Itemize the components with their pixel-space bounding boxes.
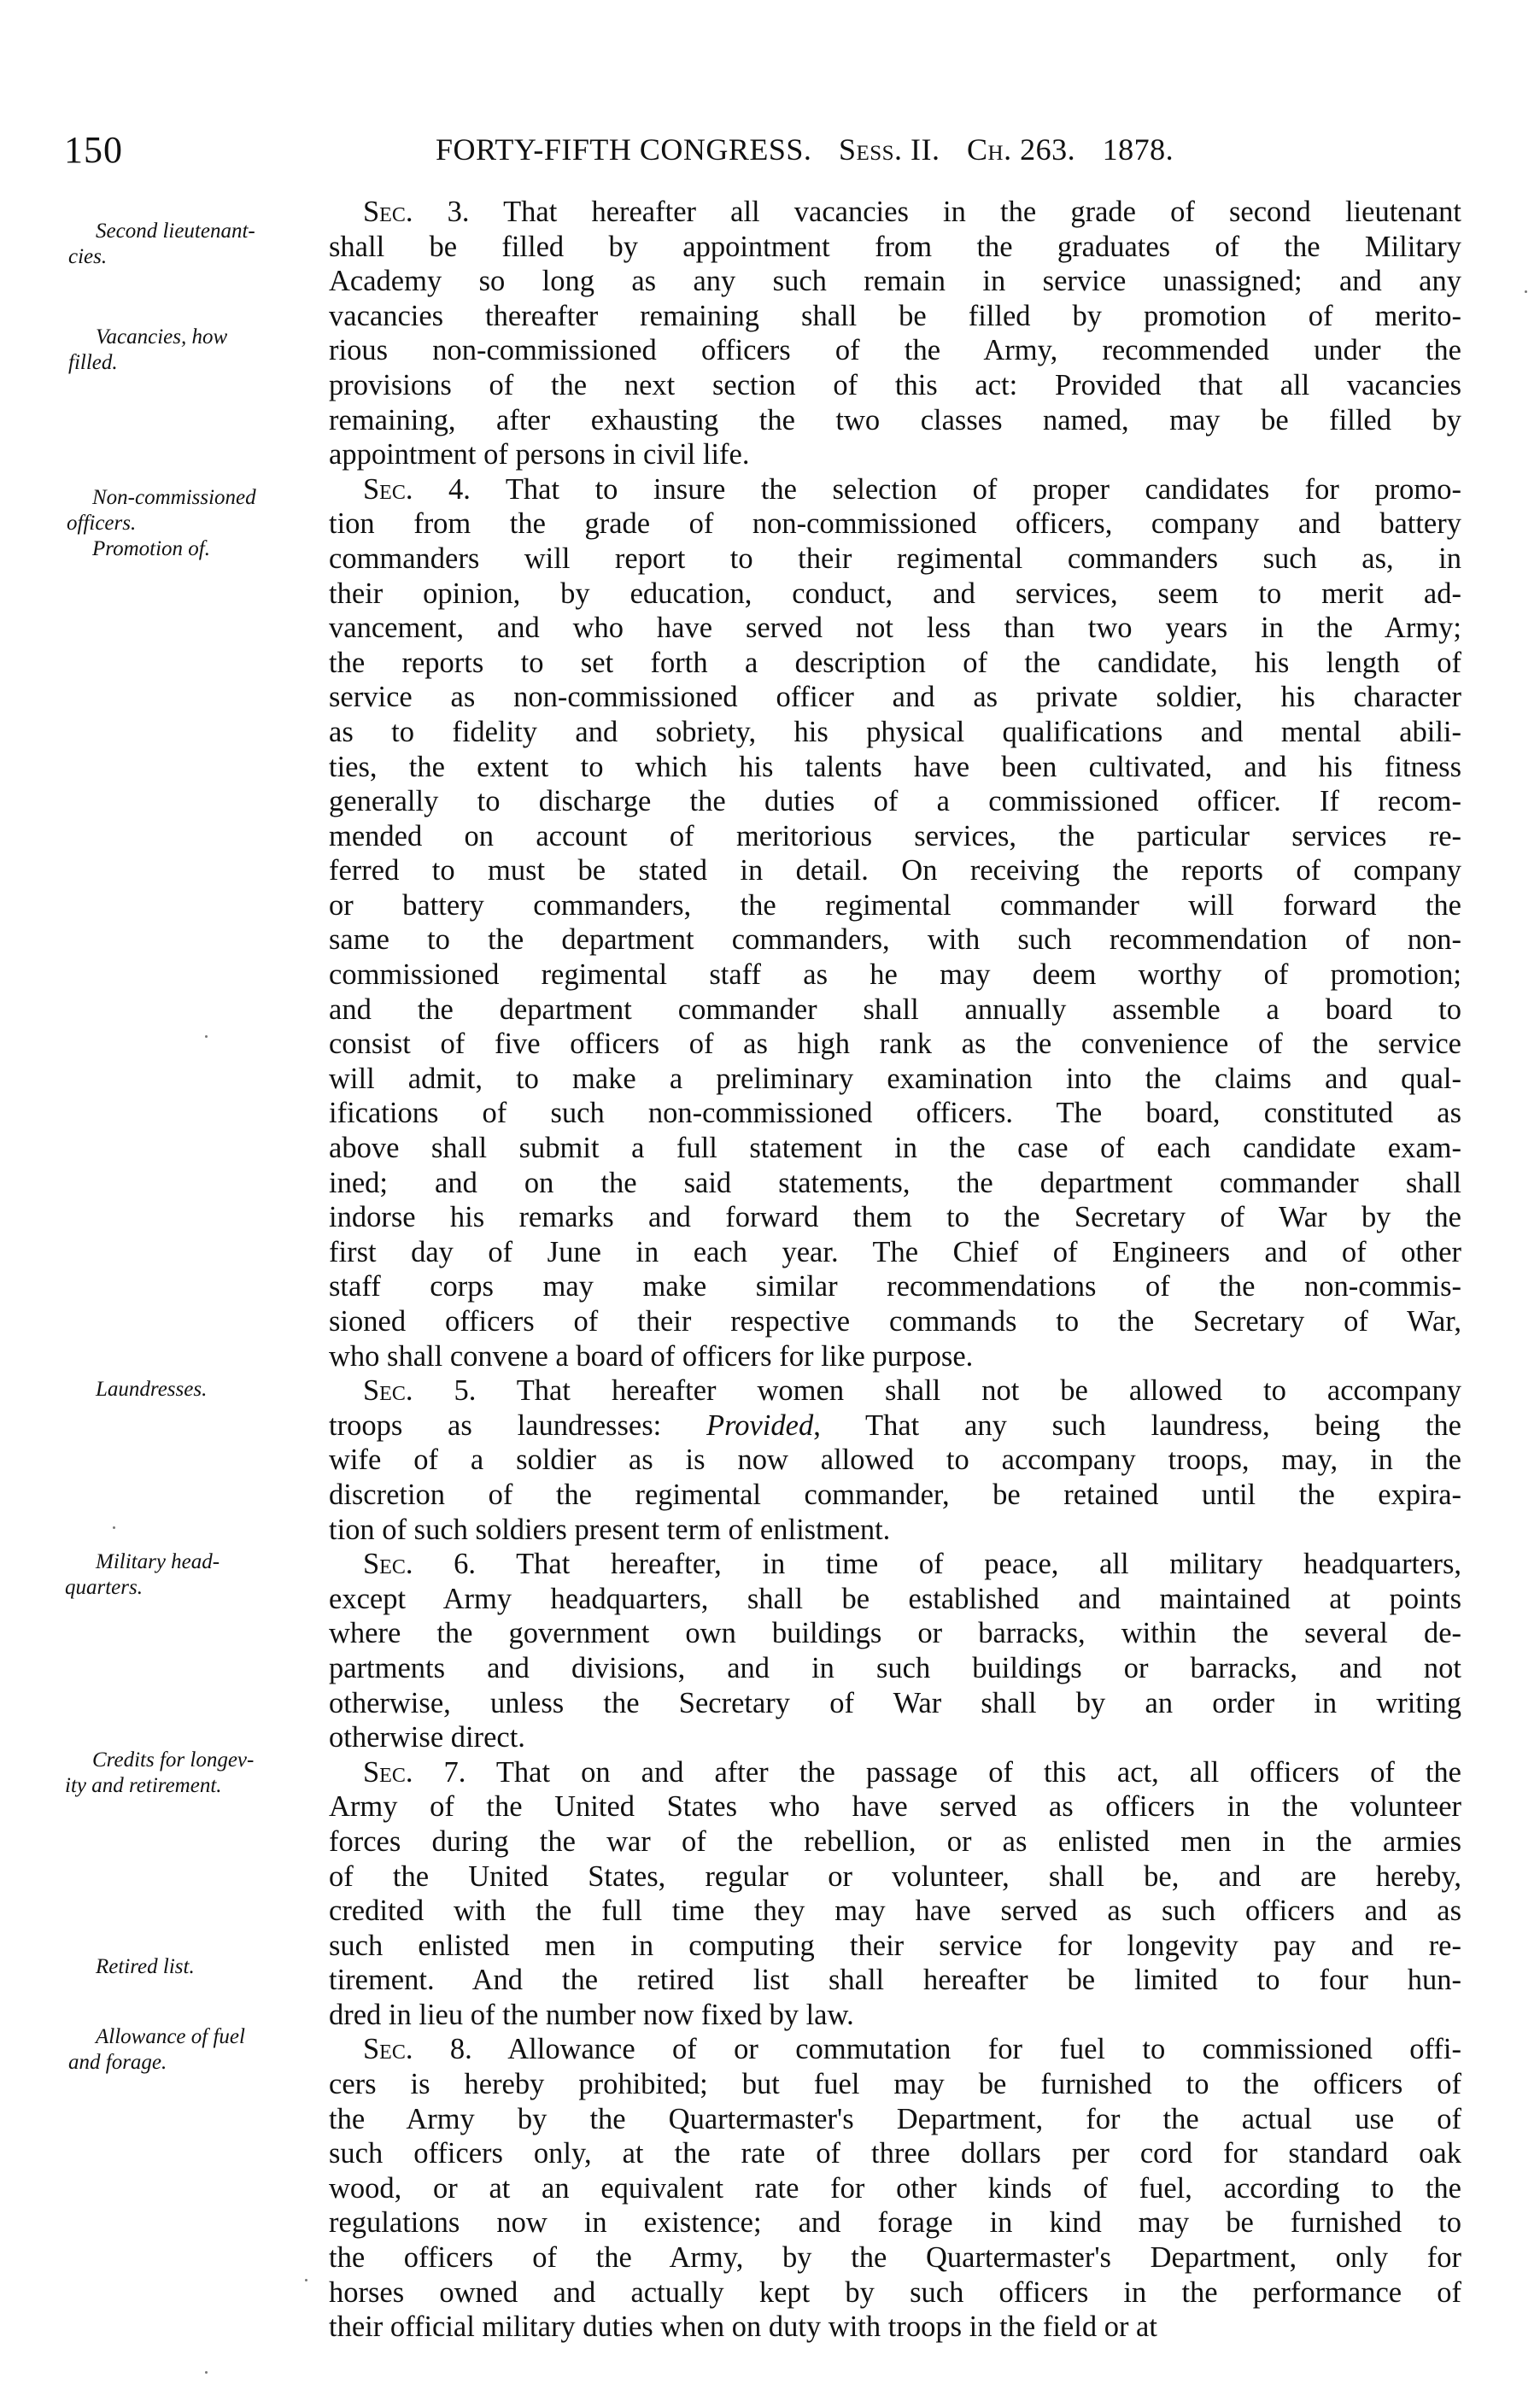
line-text: partments and divisions, and in such buildings or barracks, and not	[329, 1651, 1461, 1684]
year-label: 1878.	[1102, 132, 1174, 167]
line-text: where the government own buildings or barracks, within the several de-	[329, 1617, 1461, 1650]
line-text: service as non-commissioned officer and as private soldier, his character	[329, 681, 1461, 714]
section-line	[329, 2067, 1461, 2102]
line-text: horses owned and actually kept by such officers in the performance of	[329, 2275, 1461, 2309]
line-text: remaining, after exhausting the two classes named, may be filled by	[329, 403, 1461, 436]
line-text: That on and after the passage of this act, all officers of the	[495, 1755, 1461, 1789]
line-text: Allowance of or commutation for fuel to commissioned offi-	[507, 2033, 1461, 2066]
section-line	[329, 1304, 1461, 1339]
line-text: vancement, and who have served not less than two years in the Army;	[329, 612, 1461, 645]
line-text: ifications of such non-commissioned officers. The board, constituted as	[329, 1097, 1461, 1130]
line-text: wood, or at an equivalent rate for other kinds of fuel, according to the	[329, 2171, 1461, 2205]
section-line	[329, 2205, 1461, 2240]
section-line	[329, 1062, 1461, 1097]
section-line	[329, 1651, 1461, 1686]
line-text: shall be filled by appointment from the graduates of the Military	[329, 230, 1461, 263]
section	[329, 1373, 1461, 1547]
margin-note-fuel-forage: Allowance of fuel and forage.	[68, 2025, 245, 2074]
section-line	[329, 715, 1461, 750]
line-text: regulations now in existence; and forage in kind may be furnished to	[329, 2206, 1461, 2240]
section-line	[329, 2136, 1461, 2171]
section-line	[329, 1096, 1461, 1131]
line-text: the reports to set forth a description of the candidate, his length of	[329, 646, 1461, 679]
section-line	[329, 1027, 1461, 1062]
section-line	[329, 1963, 1461, 1998]
section-line	[329, 819, 1461, 854]
section-first-line	[329, 195, 1461, 230]
section-number: Sec. 6.	[363, 1548, 477, 1581]
line-text: their opinion, by education, conduct, and services, seem to merit ad-	[329, 577, 1461, 610]
italic-term: Provided	[706, 1408, 814, 1442]
section-number: Sec. 8.	[363, 2033, 472, 2066]
section-line	[329, 680, 1461, 715]
section-number: Sec. 7.	[363, 1755, 466, 1789]
section-line	[329, 2102, 1461, 2137]
line-text: their official military duties when on duty with troops in the field or at	[329, 2310, 1157, 2344]
section-line	[329, 333, 1461, 368]
section-line	[329, 1929, 1461, 1964]
line-text: staff corps may make similar recommendations of the non-commis-	[329, 1270, 1461, 1303]
line-text: That hereafter, in time of peace, all military headquarters,	[516, 1548, 1461, 1581]
section-line	[329, 437, 1461, 472]
line-text: rious non-commissioned officers of the Army, recommended under the	[329, 334, 1461, 367]
line-text: except Army headquarters, shall be established and maintained at points	[329, 1582, 1461, 1615]
section-line	[329, 2275, 1461, 2310]
section-line	[329, 1998, 1461, 2033]
margin-note-second-lieutenancies: Second lieutenant- cies.	[68, 220, 255, 268]
section-line	[329, 784, 1461, 819]
section	[329, 2032, 1461, 2344]
line-text: who shall convene a board of officers for like purpose.	[329, 1339, 974, 1373]
running-head	[436, 132, 1192, 167]
section-line	[329, 403, 1461, 438]
section-line	[329, 1443, 1461, 1478]
section-first-line	[329, 1755, 1461, 1790]
section-first-line	[329, 1547, 1461, 1582]
section-line	[329, 1408, 1461, 1444]
section-line	[329, 1166, 1461, 1201]
section-line	[329, 264, 1461, 299]
line-text: commanders will report to their regimental commanders such as, in	[329, 542, 1461, 575]
section-line	[329, 577, 1461, 612]
margin-note-laundresses: Laundresses.	[96, 1378, 208, 1401]
section-line	[329, 1478, 1461, 1513]
chapter-label: Ch. 263.	[967, 132, 1076, 167]
line-text: wife of a soldier as is now allowed to accompany troops, may, in the	[329, 1444, 1461, 1477]
section-number: Sec. 5.	[363, 1374, 477, 1408]
line-text: indorse his remarks and forward them to the Secretary of War by the	[329, 1201, 1461, 1234]
section-line	[329, 611, 1461, 646]
congress-title: FORTY-FIFTH CONGRESS.	[436, 132, 812, 167]
section-line	[329, 1616, 1461, 1651]
line-text: That hereafter women shall not be allowed to accompany	[516, 1374, 1461, 1408]
section	[329, 1547, 1461, 1755]
section-line	[329, 230, 1461, 265]
line-text: That to insure the selection of proper candidates for promo-	[505, 472, 1461, 506]
line-text: credited with the full time they may have served as such officers and as	[329, 1895, 1461, 1928]
line-text: discretion of the regimental commander, be retained until the expira-	[329, 1478, 1461, 1511]
line-text: consist of five officers of as high rank as the convenience of the service	[329, 1028, 1461, 1061]
line-text: Academy so long as any such remain in service unassigned; and any	[329, 265, 1461, 298]
line-text: commissioned regimental staff as he may deem worthy of promotion;	[329, 958, 1461, 992]
section-line	[329, 888, 1461, 923]
line-text: Army of the United States who have served as officers in the volunteer	[329, 1790, 1461, 1824]
scan-speck	[205, 1035, 208, 1038]
line-text: tirement. And the retired list shall hereafter be limited to four hun-	[329, 1964, 1461, 1997]
section-line	[329, 1513, 1461, 1548]
session-label: Sess. II.	[838, 132, 940, 167]
line-text: tion from the grade of non-commissioned officers, company and battery	[329, 507, 1461, 541]
margin-note-credits-longevity: Credits for longev- ity and retirement.	[65, 1748, 255, 1797]
section	[329, 195, 1461, 472]
section-first-line	[329, 2032, 1461, 2067]
line-text: That hereafter all vacancies in the grade of second lieutenant	[503, 196, 1461, 228]
scan-speck	[205, 2371, 208, 2374]
line-text: ined; and on the said statements, the department commander shall	[329, 1166, 1461, 1199]
margin-note-retired-list: Retired list.	[96, 1955, 195, 1978]
section-number: Sec. 3.	[363, 196, 470, 228]
margin-note-military-headquarters: Military head- quarters.	[65, 1550, 220, 1599]
scan-speck	[305, 2279, 307, 2281]
section-line	[329, 299, 1461, 334]
scan-speck	[1525, 290, 1527, 293]
section-line	[329, 542, 1461, 577]
scan-speck	[113, 1526, 115, 1529]
section-line	[329, 993, 1461, 1028]
line-text: otherwise direct.	[329, 1721, 525, 1754]
margin-note-vacancies-filled: Vacancies, how filled.	[68, 325, 228, 374]
line-text: troops as laundresses: Provided, That any such laundress, being the	[329, 1408, 1461, 1442]
section-line	[329, 2240, 1461, 2275]
section-line	[329, 1686, 1461, 1721]
statute-text	[329, 195, 1461, 2345]
line-text: tion of such soldiers present term of enlistment.	[329, 1513, 891, 1546]
line-text: vacancies thereafter remaining shall be filled by promotion of merito-	[329, 299, 1461, 332]
line-text: such officers only, at the rate of three dollars per cord for standard oak	[329, 2137, 1461, 2170]
section-line	[329, 1894, 1461, 1929]
section-line	[329, 922, 1461, 958]
margin-note-non-commissioned-officers: Non-commissioned officers. Promotion of.	[67, 486, 256, 560]
line-text: will admit, to make a preliminary examination into the claims and qual-	[329, 1062, 1461, 1095]
page-number: 150	[64, 129, 123, 171]
line-text: and the department commander shall annually assemble a board to	[329, 993, 1461, 1026]
section-line	[329, 1235, 1461, 1270]
section-first-line	[329, 472, 1461, 507]
section	[329, 472, 1461, 1373]
section-line	[329, 646, 1461, 681]
line-text: forces during the war of the rebellion, or as enlisted men in the armies	[329, 1824, 1461, 1858]
section-line	[329, 1789, 1461, 1824]
section-line	[329, 2310, 1461, 2345]
line-text: cers is hereby prohibited; but fuel may be furnished to the officers of	[329, 2068, 1461, 2101]
section-line	[329, 853, 1461, 888]
line-text: as to fidelity and sobriety, his physical qualifications and mental abili-	[329, 715, 1461, 748]
section-line	[329, 958, 1461, 993]
section-line	[329, 1720, 1461, 1755]
line-text: first day of June in each year. The Chief of Engineers and of other	[329, 1235, 1461, 1268]
line-text: dred in lieu of the number now fixed by law.	[329, 1998, 854, 2031]
line-text: of the United States, regular or volunteer, shall be, and are hereby,	[329, 1859, 1461, 1893]
section-line	[329, 1824, 1461, 1859]
line-text: appointment of persons in civil life.	[329, 438, 750, 471]
line-text: the Army by the Quartermaster's Department, for the actual use of	[329, 2102, 1461, 2135]
section-line	[329, 1582, 1461, 1617]
section	[329, 1755, 1461, 2033]
section-line	[329, 1269, 1461, 1304]
section-line	[329, 750, 1461, 785]
section-number: Sec. 4.	[363, 472, 471, 506]
section-line	[329, 507, 1461, 542]
section-first-line	[329, 1373, 1461, 1408]
line-text: ferred to must be stated in detail. On receiving the reports of company	[329, 854, 1461, 887]
line-text: ties, the extent to which his talents have been cultivated, and his fitness	[329, 750, 1461, 783]
section-line	[329, 1131, 1461, 1166]
line-text: such enlisted men in computing their service for longevity pay and re-	[329, 1929, 1461, 1962]
section-line	[329, 1200, 1461, 1235]
line-text: otherwise, unless the Secretary of War shall by an order in writing	[329, 1686, 1461, 1719]
section-line	[329, 1339, 1461, 1374]
line-text: provisions of the next section of this act: Provided that all vacancies	[329, 368, 1461, 401]
line-text: the officers of the Army, by the Quartermaster's Department, only for	[329, 2241, 1461, 2275]
line-text: or battery commanders, the regimental commander will forward the	[329, 888, 1461, 922]
line-text: above shall submit a full statement in the case of each candidate exam-	[329, 1132, 1461, 1165]
line-text: generally to discharge the duties of a commissioned officer. If recom-	[329, 785, 1461, 818]
section-line	[329, 2171, 1461, 2206]
section-line	[329, 368, 1461, 403]
line-text: same to the department commanders, with such recommendation of non-	[329, 923, 1461, 957]
section-line	[329, 1859, 1461, 1895]
line-text: sioned officers of their respective commands to the Secretary of War,	[329, 1305, 1461, 1338]
line-text: mended on account of meritorious services, the particular services re-	[329, 819, 1461, 852]
